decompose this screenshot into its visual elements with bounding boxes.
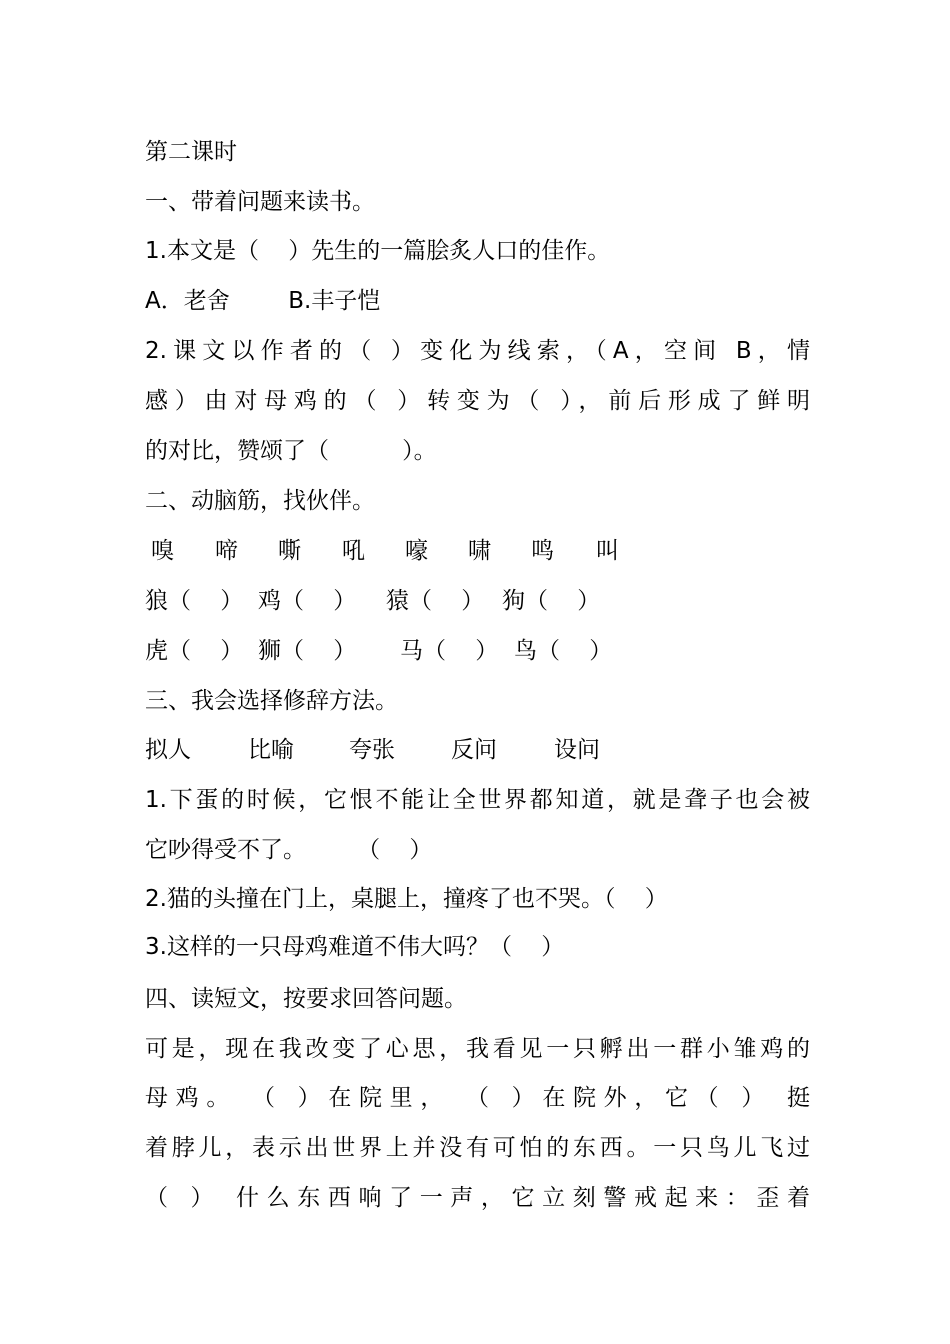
rhetoric-option: 比喻: [248, 737, 294, 763]
section1-question-2-line: 的对比，赞颂了（ ）。: [145, 438, 437, 464]
word-bank-item: 啸: [468, 538, 491, 564]
match-item: 狮（ ）: [258, 638, 357, 664]
section3-question-3: 3.这样的一只母鸡难道不伟大吗？（ ）: [145, 934, 565, 960]
section1-question-1: 1.本文是（ ）先生的一篇脍炙人口的佳作。: [145, 238, 611, 264]
word-bank-item: 嚎: [405, 538, 428, 564]
passage-line: （ ） 什么东西响了一声，它立刻警戒起来：歪着: [145, 1185, 810, 1211]
section3-question-2: 2.猫的头撞在门上，桌腿上，撞疼了也不哭。（ ）: [145, 886, 668, 912]
section1-question-2-line: 2.课文以作者的（ ）变化为线索，（A，空间 B，情: [145, 338, 810, 364]
rhetoric-option: 夸张: [349, 737, 395, 763]
word-bank-item: 嘶: [278, 538, 301, 564]
passage-line: 可是，现在我改变了心思，我看见一只孵出一群小雏鸡的: [145, 1036, 810, 1062]
passage-line: 母鸡。 （ ）在院里， （ ）在院外，它（ ） 挺: [145, 1085, 810, 1111]
section3-question-1-line: 它吵得受不了。 （ ）: [145, 837, 433, 863]
section1-question-2-line: 感）由对母鸡的（ ）转变为（ ），前后形成了鲜明: [145, 388, 810, 414]
rhetoric-option: 设问: [554, 737, 600, 763]
word-bank-item: 叫: [596, 538, 619, 564]
section4-heading: 四、读短文，按要求回答问题。: [145, 986, 467, 1012]
match-item: 马（ ）: [400, 638, 499, 664]
word-bank-item: 嗅: [151, 538, 174, 564]
match-item: 鸡（ ）: [258, 588, 357, 614]
section3-question-1-line: 1.下蛋的时候，它恨不能让全世界都知道，就是聋子也会被: [145, 787, 810, 813]
word-bank-item: 鸣: [531, 538, 554, 564]
section1-heading: 一、带着问题来读书。: [145, 189, 375, 215]
match-item: 鸟（ ）: [514, 638, 613, 664]
lesson-title: 第二课时: [145, 139, 237, 165]
rhetoric-option: 拟人: [145, 737, 191, 763]
section2-heading: 二、动脑筋，找伙伴。: [145, 488, 375, 514]
match-item: 狗（ ）: [502, 588, 601, 614]
rhetoric-option: 反问: [451, 737, 497, 763]
section1-question-1-options: A．老舍 B.丰子恺: [145, 288, 381, 314]
passage-line: 着脖儿，表示出世界上并没有可怕的东西。一只鸟儿飞过: [145, 1135, 810, 1161]
match-item: 虎（ ）: [145, 638, 244, 664]
match-item: 狼（ ）: [145, 588, 244, 614]
section3-heading: 三、我会选择修辞方法。: [145, 688, 398, 714]
word-bank-item: 啼: [215, 538, 238, 564]
match-item: 猿（ ）: [386, 588, 485, 614]
word-bank-item: 吼: [342, 538, 365, 564]
